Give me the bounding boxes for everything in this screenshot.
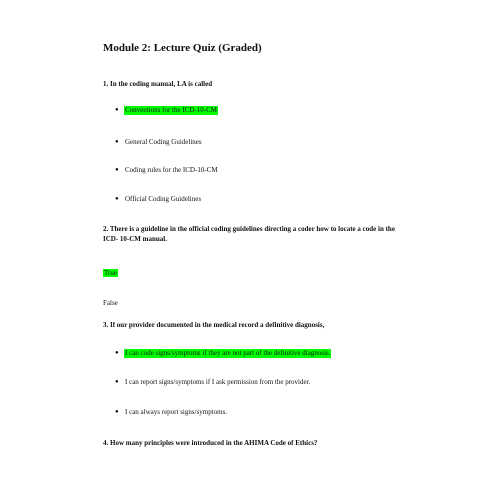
question-1-prompt: 1. In the coding manual, LA is called xyxy=(103,80,213,88)
option-label-highlighted: I can code signs/symptoms if they are not part of the definitive diagnosis. xyxy=(125,349,331,357)
option-label: I can report signs/symptoms if I ask permission from the provider. xyxy=(125,378,311,386)
option-label: I can always report signs/symptoms. xyxy=(125,408,228,416)
option-label-highlighted: True xyxy=(104,269,117,277)
option-label: Official Coding Guidelines xyxy=(125,195,202,203)
question-2-prompt: 2. There is a guideline in the official coding guidelines directing a coder how to locate a code in the ICD- 10-CM manual. xyxy=(103,225,395,243)
bullet-icon: ● xyxy=(115,196,119,202)
question-4-prompt: 4. How many principles were introduced in the AHIMA Code of Ethics? xyxy=(103,439,318,447)
page-title: Module 2: Lecture Quiz (Graded) xyxy=(103,42,262,54)
option-label: General Coding Guidelines xyxy=(125,138,202,146)
question-2-option-false xyxy=(103,292,118,310)
bullet-icon: ● xyxy=(115,107,119,113)
bullet-icon: ● xyxy=(115,139,119,145)
bullet-icon: ● xyxy=(115,409,119,415)
bullet-icon: ● xyxy=(115,379,119,385)
bullet-icon: ● xyxy=(115,167,119,173)
option-label: Coding rules for the ICD-10-CM xyxy=(125,166,218,174)
option-label-highlighted: Conventions for the ICD-10-CM xyxy=(125,106,217,114)
bullet-icon: ● xyxy=(115,350,119,356)
option-label: False xyxy=(103,299,118,307)
question-2-option-true xyxy=(103,262,118,280)
question-3-prompt: 3. If our provider documented in the medical record a definitive diagnosis, xyxy=(103,321,325,329)
